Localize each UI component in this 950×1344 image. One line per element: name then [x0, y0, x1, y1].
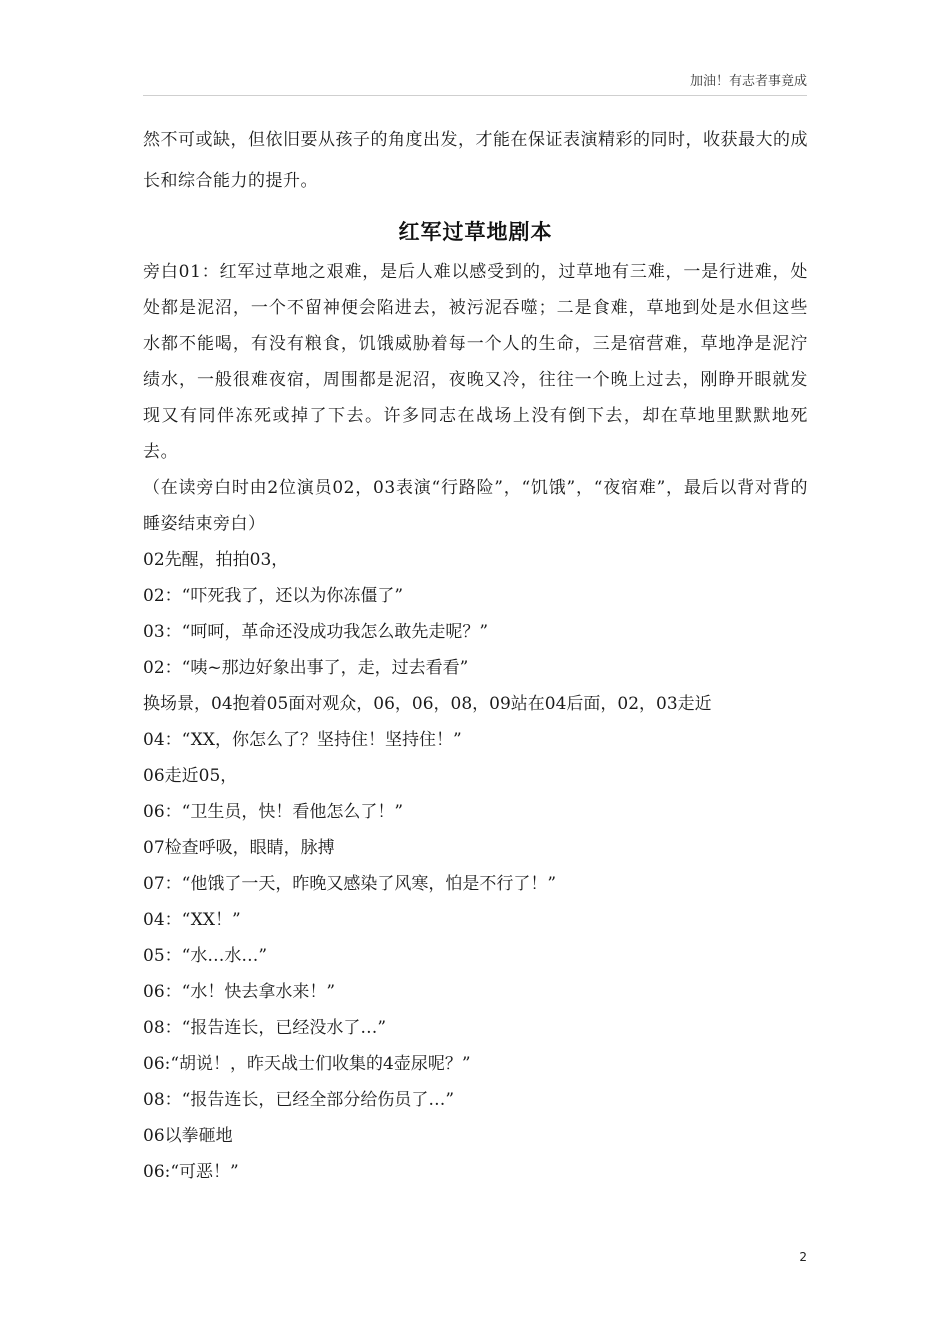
- script-body: [143, 254, 808, 1190]
- page-number: 2: [799, 1250, 807, 1264]
- script-line: 07检查呼吸，眼睛，脉搏: [143, 838, 335, 858]
- script-title: 红军过草地剧本: [398, 220, 553, 244]
- header-divider: [143, 95, 807, 96]
- script-line: 02：“吓死我了，还以为你冻僵了”: [143, 586, 404, 606]
- script-line: 04：“XX！”: [143, 910, 241, 930]
- script-line: 06：“卫生员，快！看他怎么了！”: [143, 802, 404, 822]
- script-line: 06以拳砸地: [143, 1126, 233, 1146]
- stage-direction: （在读旁白时由2位演员02，03表演“行路险”，“饥饿”，“夜宿难”，最后以背对背的睡姿结束旁白）: [143, 478, 808, 534]
- script-line: 08：“报告连长，已经全部分给伤员了…”: [143, 1090, 455, 1110]
- script-line: 05：“水…水…”: [143, 946, 268, 966]
- script-line: 02先醒，拍拍03，: [143, 550, 289, 570]
- script-line: 03：“呵呵，革命还没成功我怎么敢先走呢？”: [143, 622, 489, 642]
- script-line: 换场景，04抱着05面对观众，06，06，08，09站在04后面，02，03走近: [143, 694, 712, 714]
- narration-paragraph: 旁白01：红军过草地之艰难，是后人难以感受到的，过草地有三难，一是行进难，处处都是泥沼，一个不留神便会陷进去，被污泥吞噬；二是食难，草地到处是水但这些水都不能喝，有没有粮食，饥饿威胁着每一个人的生命，三是宿营难，草地净是泥泞绩水，一般很难夜宿，周围都是泥沼，夜晚又冷，往往一个晚上过去，刚睁开眼就发现又有同伴冻死或掉了下去。许多同志在战场上没有倒下去，却在草地里默默地死去。: [143, 262, 808, 462]
- script-line: 02：“咦~那边好象出事了，走，过去看看”: [143, 658, 469, 678]
- script-line: 04：“XX，你怎么了？坚持住！坚持住！”: [143, 730, 462, 750]
- script-line: 06:“可恶！”: [143, 1162, 239, 1182]
- header-motto: 加油！有志者事竟成: [689, 74, 807, 89]
- script-line: 08：“报告连长，已经没水了…”: [143, 1018, 387, 1038]
- script-line: 07：“他饿了一天，昨晚又感染了风寒，怕是不行了！”: [143, 874, 557, 894]
- script-line: 06：“水！快去拿水来！”: [143, 982, 336, 1002]
- script-line: 06走近05，: [143, 766, 238, 786]
- intro-paragraph: 然不可或缺，但依旧要从孩子的角度出发，才能在保证表演精彩的同时，收获最大的成长和综合能力的提升。: [143, 130, 808, 191]
- script-line: 06:“胡说！，昨天战士们收集的4壶尿呢？”: [143, 1054, 471, 1074]
